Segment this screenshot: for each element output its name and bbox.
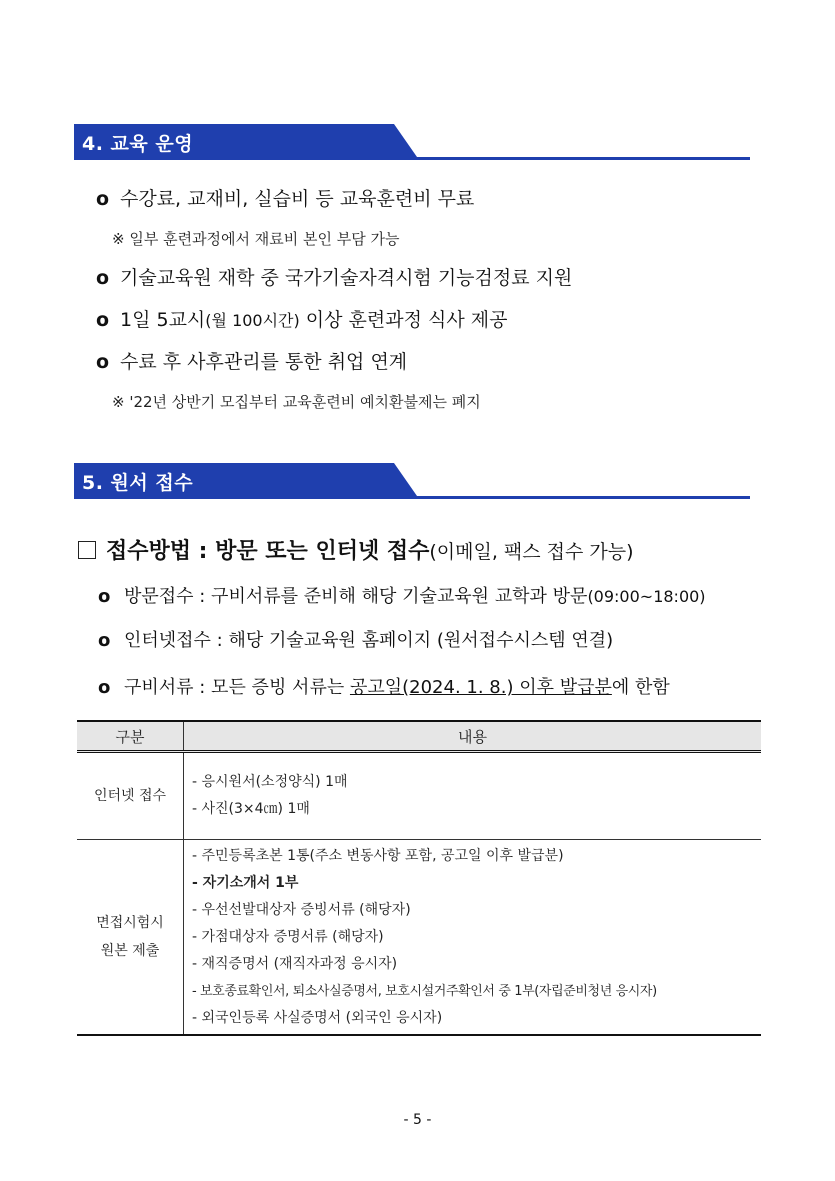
section-4-header [74, 124, 750, 160]
header-content: 내용 [184, 721, 762, 752]
table-header-row [77, 721, 761, 752]
section-4-title: 4. 교육 운영 [82, 133, 194, 155]
row-content: - 응시원서(소정양식) 1매 - 사진(3×4㎝) 1매 [184, 752, 762, 840]
table-row [77, 752, 761, 840]
row-content: - 주민등록초본 1통(주소 변동사항 포함, 공고일 이후 발급분) - 자기소개서 1부 - 우선선발대상자 증빙서류 (해당자) - 가점대상자 증명서류 (해당자) - 재직증명서 (재직자과정 응시자) - 보호종료확인서, 퇴소사실증명서, 보호시설거주확인서 중 1부(자립준비청년 응시자) - 외국인등록 사실증명서 (외국인 응시자) [184, 840, 762, 1036]
section-4-underline [74, 157, 750, 160]
header-category: 구분 [77, 721, 184, 752]
visit-application: o 방문접수 : 구비서류를 준비해 해당 기술교육원 교학과 방문(09:00~18:00) [98, 586, 706, 607]
note-item: ※ 일부 훈련과정에서 재료비 본인 부담 가능 [112, 230, 400, 248]
list-item: o 1일 5교시(월 100시간) 이상 훈련과정 식사 제공 [96, 309, 508, 331]
list-item: o 기술교육원 재학 중 국가기술자격시험 기능검정료 지원 [96, 267, 573, 289]
list-item: o 수강료, 교재비, 실습비 등 교육훈련비 무료 [96, 188, 475, 210]
table-row [77, 840, 761, 1036]
application-method: 접수방법 : 방문 또는 인터넷 접수(이메일, 팩스 접수 가능) [78, 534, 634, 565]
internet-application: o 인터넷접수 : 해당 기술교육원 홈페이지 (원서접수시스템 연결) [98, 630, 614, 651]
note-item: ※ '22년 상반기 모집부터 교육훈련비 예치환불제는 폐지 [112, 393, 481, 411]
row-category: 인터넷 접수 [77, 752, 184, 840]
section-5-header [74, 463, 750, 499]
list-item: o 수료 후 사후관리를 통한 취업 연계 [96, 351, 408, 373]
documents-table [77, 720, 761, 1036]
section-5-underline [74, 496, 750, 499]
checkbox-square-icon [78, 541, 96, 559]
required-documents: o 구비서류 : 모든 증빙 서류는 공고일(2024. 1. 8.) 이후 발급분에 한함 [98, 677, 670, 698]
row-category: 면접시험시 원본 제출 [77, 840, 184, 1036]
section-5-title: 5. 원서 접수 [82, 472, 194, 494]
page-number: - 5 - [403, 1112, 432, 1128]
